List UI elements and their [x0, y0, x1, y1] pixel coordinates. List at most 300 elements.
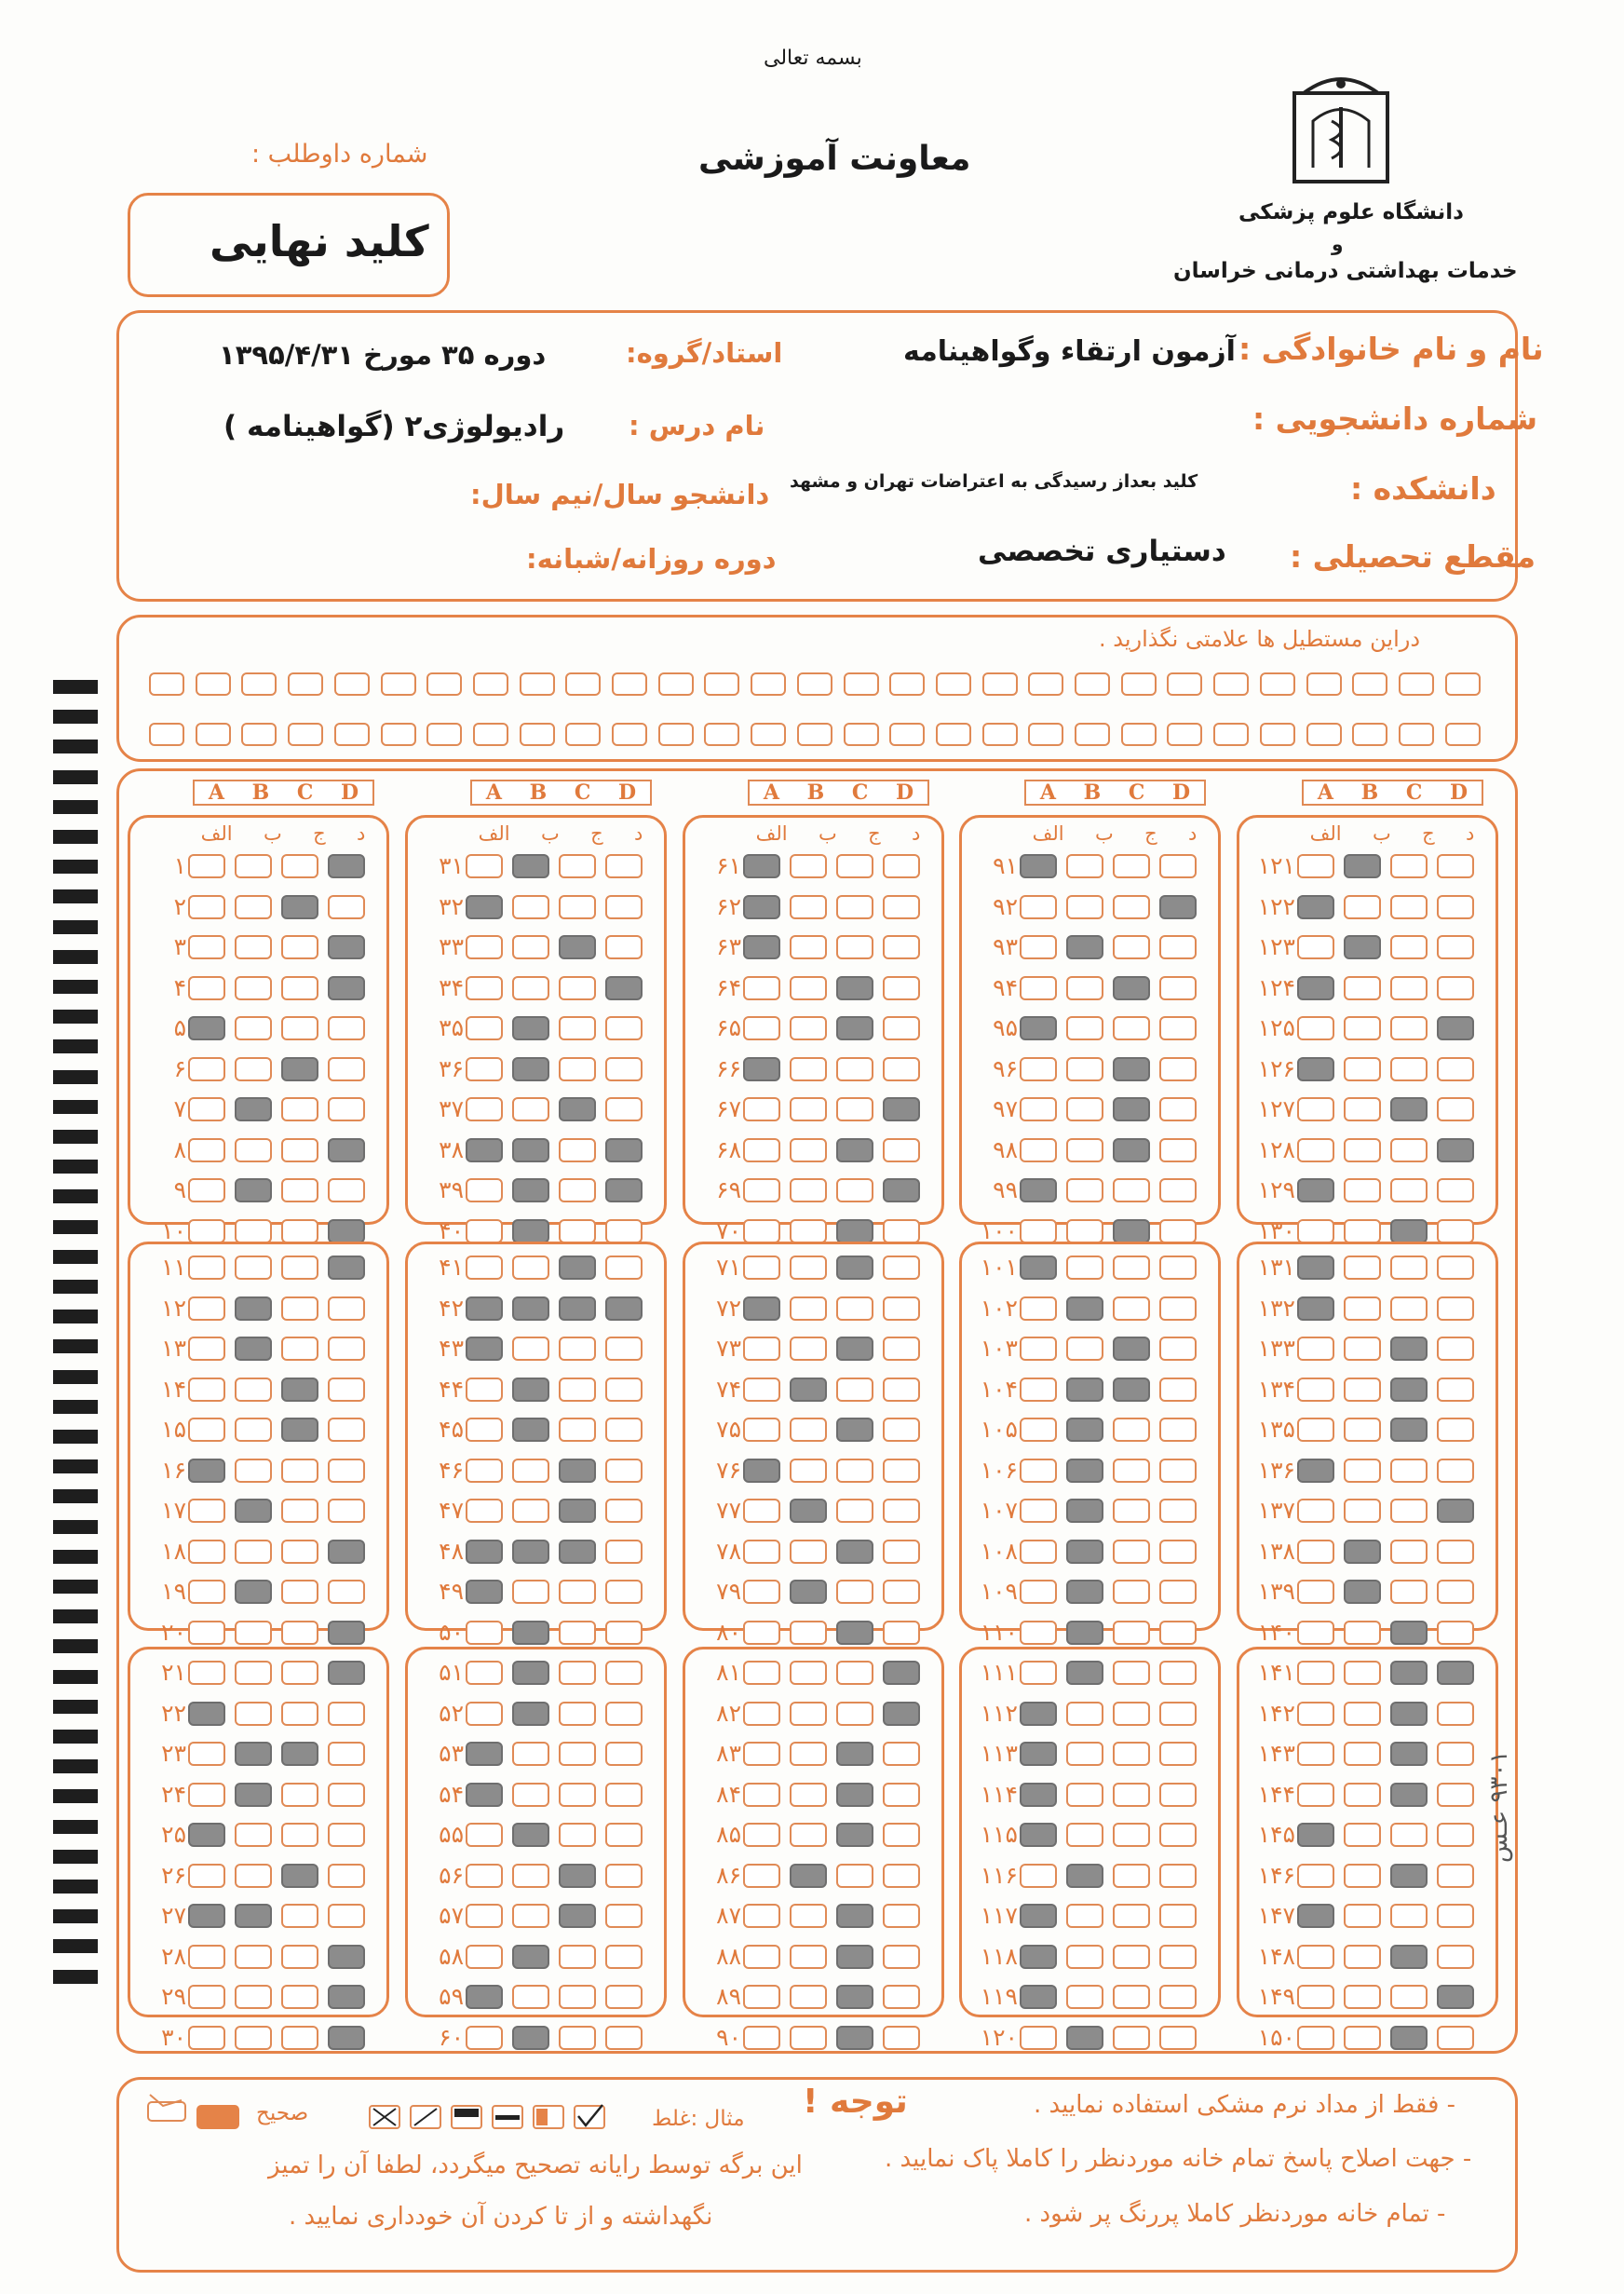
- answer-bubble-c[interactable]: [1113, 1057, 1150, 1081]
- answer-bubble-c[interactable]: [836, 1621, 873, 1645]
- answer-bubble-a[interactable]: [1297, 1823, 1334, 1847]
- answer-bubble-d[interactable]: [328, 1296, 365, 1321]
- answer-bubble-a[interactable]: [188, 1057, 225, 1081]
- answer-bubble-a[interactable]: [466, 1580, 503, 1604]
- answer-bubble-c[interactable]: [281, 1016, 318, 1040]
- answer-bubble-a[interactable]: [1020, 1418, 1057, 1442]
- answer-bubble-b[interactable]: [790, 1945, 827, 1969]
- answer-bubble-b[interactable]: [235, 1661, 272, 1685]
- answer-bubble-c[interactable]: [559, 1337, 596, 1361]
- answer-bubble-d[interactable]: [1437, 1621, 1474, 1645]
- answer-bubble-b[interactable]: [1066, 1097, 1103, 1121]
- answer-bubble-d[interactable]: [328, 1864, 365, 1888]
- answer-bubble-d[interactable]: [1159, 1097, 1197, 1121]
- answer-bubble-c[interactable]: [559, 1057, 596, 1081]
- answer-bubble-a[interactable]: [1297, 1138, 1334, 1162]
- answer-bubble-c[interactable]: [1390, 1823, 1428, 1847]
- answer-bubble-c[interactable]: [281, 935, 318, 959]
- answer-bubble-c[interactable]: [836, 1904, 873, 1928]
- answer-bubble-a[interactable]: [1020, 1256, 1057, 1280]
- answer-bubble-b[interactable]: [1344, 1337, 1381, 1361]
- answer-bubble-d[interactable]: [1159, 1702, 1197, 1726]
- answer-bubble-c[interactable]: [559, 935, 596, 959]
- answer-bubble-b[interactable]: [235, 1985, 272, 2009]
- answer-bubble-d[interactable]: [883, 1823, 920, 1847]
- answer-bubble-d[interactable]: [1159, 1418, 1197, 1442]
- answer-bubble-a[interactable]: [743, 1138, 780, 1162]
- answer-bubble-d[interactable]: [328, 1219, 365, 1243]
- answer-bubble-b[interactable]: [790, 1138, 827, 1162]
- answer-bubble-a[interactable]: [466, 1296, 503, 1321]
- answer-bubble-d[interactable]: [883, 976, 920, 1000]
- answer-bubble-a[interactable]: [466, 1783, 503, 1807]
- answer-bubble-b[interactable]: [512, 2026, 549, 2050]
- answer-bubble-a[interactable]: [743, 1540, 780, 1564]
- answer-bubble-d[interactable]: [883, 1742, 920, 1766]
- answer-bubble-a[interactable]: [1020, 1702, 1057, 1726]
- answer-bubble-d[interactable]: [883, 1783, 920, 1807]
- answer-bubble-a[interactable]: [188, 976, 225, 1000]
- answer-bubble-a[interactable]: [466, 1823, 503, 1847]
- answer-bubble-b[interactable]: [1344, 1378, 1381, 1402]
- answer-bubble-d[interactable]: [1437, 1864, 1474, 1888]
- answer-bubble-b[interactable]: [1344, 935, 1381, 959]
- answer-bubble-b[interactable]: [235, 1337, 272, 1361]
- answer-bubble-c[interactable]: [1113, 1138, 1150, 1162]
- answer-bubble-c[interactable]: [559, 895, 596, 919]
- answer-bubble-b[interactable]: [235, 1378, 272, 1402]
- answer-bubble-c[interactable]: [1390, 895, 1428, 919]
- answer-bubble-b[interactable]: [790, 1378, 827, 1402]
- answer-bubble-a[interactable]: [466, 1985, 503, 2009]
- answer-bubble-c[interactable]: [836, 1296, 873, 1321]
- answer-bubble-b[interactable]: [1066, 1378, 1103, 1402]
- answer-bubble-d[interactable]: [883, 1499, 920, 1523]
- answer-bubble-c[interactable]: [281, 854, 318, 878]
- answer-bubble-b[interactable]: [1344, 1783, 1381, 1807]
- answer-bubble-c[interactable]: [281, 1337, 318, 1361]
- answer-bubble-d[interactable]: [328, 1016, 365, 1040]
- answer-bubble-c[interactable]: [1390, 1499, 1428, 1523]
- answer-bubble-b[interactable]: [1066, 1459, 1103, 1483]
- answer-bubble-b[interactable]: [790, 1418, 827, 1442]
- answer-bubble-d[interactable]: [883, 935, 920, 959]
- answer-bubble-c[interactable]: [836, 1057, 873, 1081]
- answer-bubble-c[interactable]: [1113, 1219, 1150, 1243]
- answer-bubble-b[interactable]: [1066, 1178, 1103, 1202]
- answer-bubble-a[interactable]: [1297, 1540, 1334, 1564]
- answer-bubble-b[interactable]: [235, 1418, 272, 1442]
- answer-bubble-d[interactable]: [605, 1097, 643, 1121]
- answer-bubble-b[interactable]: [235, 1904, 272, 1928]
- answer-bubble-a[interactable]: [466, 1459, 503, 1483]
- answer-bubble-a[interactable]: [188, 1985, 225, 2009]
- answer-bubble-c[interactable]: [281, 1057, 318, 1081]
- answer-bubble-d[interactable]: [883, 1337, 920, 1361]
- answer-bubble-a[interactable]: [743, 1337, 780, 1361]
- answer-bubble-d[interactable]: [605, 1378, 643, 1402]
- answer-bubble-c[interactable]: [1113, 2026, 1150, 2050]
- answer-bubble-a[interactable]: [188, 1864, 225, 1888]
- answer-bubble-d[interactable]: [605, 1621, 643, 1645]
- answer-bubble-c[interactable]: [1113, 1661, 1150, 1685]
- answer-bubble-d[interactable]: [1159, 1459, 1197, 1483]
- answer-bubble-c[interactable]: [1390, 1783, 1428, 1807]
- answer-bubble-d[interactable]: [605, 1580, 643, 1604]
- answer-bubble-a[interactable]: [1020, 1985, 1057, 2009]
- answer-bubble-c[interactable]: [1390, 1138, 1428, 1162]
- answer-bubble-c[interactable]: [836, 1219, 873, 1243]
- answer-bubble-c[interactable]: [1390, 935, 1428, 959]
- answer-bubble-a[interactable]: [1297, 1499, 1334, 1523]
- answer-bubble-b[interactable]: [235, 1256, 272, 1280]
- answer-bubble-d[interactable]: [883, 1097, 920, 1121]
- answer-bubble-d[interactable]: [605, 935, 643, 959]
- answer-bubble-d[interactable]: [605, 1540, 643, 1564]
- answer-bubble-c[interactable]: [281, 1296, 318, 1321]
- answer-bubble-b[interactable]: [790, 1621, 827, 1645]
- answer-bubble-b[interactable]: [790, 1864, 827, 1888]
- answer-bubble-c[interactable]: [836, 895, 873, 919]
- answer-bubble-b[interactable]: [235, 1945, 272, 1969]
- answer-bubble-d[interactable]: [883, 1378, 920, 1402]
- answer-bubble-b[interactable]: [790, 1661, 827, 1685]
- answer-bubble-c[interactable]: [1113, 1256, 1150, 1280]
- answer-bubble-d[interactable]: [1437, 1661, 1474, 1685]
- answer-bubble-d[interactable]: [1437, 1178, 1474, 1202]
- answer-bubble-a[interactable]: [188, 1138, 225, 1162]
- answer-bubble-a[interactable]: [1020, 1823, 1057, 1847]
- answer-bubble-c[interactable]: [1113, 1097, 1150, 1121]
- answer-bubble-b[interactable]: [1344, 1057, 1381, 1081]
- answer-bubble-d[interactable]: [328, 1742, 365, 1766]
- answer-bubble-c[interactable]: [1113, 1985, 1150, 2009]
- answer-bubble-a[interactable]: [743, 1702, 780, 1726]
- answer-bubble-b[interactable]: [1066, 1661, 1103, 1685]
- answer-bubble-c[interactable]: [1113, 1580, 1150, 1604]
- answer-bubble-d[interactable]: [1437, 1296, 1474, 1321]
- answer-bubble-d[interactable]: [1437, 1016, 1474, 1040]
- answer-bubble-c[interactable]: [281, 1256, 318, 1280]
- answer-bubble-c[interactable]: [1390, 1540, 1428, 1564]
- answer-bubble-b[interactable]: [790, 1296, 827, 1321]
- answer-bubble-c[interactable]: [1113, 1621, 1150, 1645]
- answer-bubble-d[interactable]: [883, 1138, 920, 1162]
- answer-bubble-b[interactable]: [512, 1296, 549, 1321]
- answer-bubble-c[interactable]: [281, 1702, 318, 1726]
- answer-bubble-b[interactable]: [512, 1499, 549, 1523]
- answer-bubble-a[interactable]: [466, 1742, 503, 1766]
- answer-bubble-a[interactable]: [1020, 1580, 1057, 1604]
- answer-bubble-b[interactable]: [1344, 1016, 1381, 1040]
- answer-bubble-d[interactable]: [605, 1823, 643, 1847]
- answer-bubble-c[interactable]: [281, 2026, 318, 2050]
- answer-bubble-c[interactable]: [281, 1138, 318, 1162]
- answer-bubble-c[interactable]: [1390, 1945, 1428, 1969]
- answer-bubble-d[interactable]: [605, 1057, 643, 1081]
- answer-bubble-a[interactable]: [1297, 1378, 1334, 1402]
- answer-bubble-a[interactable]: [1020, 1378, 1057, 1402]
- answer-bubble-b[interactable]: [790, 1742, 827, 1766]
- answer-bubble-b[interactable]: [235, 1296, 272, 1321]
- answer-bubble-d[interactable]: [883, 1661, 920, 1685]
- answer-bubble-a[interactable]: [1297, 1057, 1334, 1081]
- answer-bubble-a[interactable]: [466, 976, 503, 1000]
- answer-bubble-d[interactable]: [1159, 1823, 1197, 1847]
- answer-bubble-d[interactable]: [328, 895, 365, 919]
- answer-bubble-b[interactable]: [1344, 1459, 1381, 1483]
- answer-bubble-d[interactable]: [883, 854, 920, 878]
- answer-bubble-a[interactable]: [1297, 1418, 1334, 1442]
- answer-bubble-b[interactable]: [512, 1864, 549, 1888]
- answer-bubble-d[interactable]: [1159, 1540, 1197, 1564]
- answer-bubble-d[interactable]: [883, 1621, 920, 1645]
- answer-bubble-a[interactable]: [1020, 1499, 1057, 1523]
- answer-bubble-c[interactable]: [836, 1097, 873, 1121]
- answer-bubble-b[interactable]: [235, 2026, 272, 2050]
- answer-bubble-c[interactable]: [559, 1621, 596, 1645]
- answer-bubble-d[interactable]: [605, 1742, 643, 1766]
- answer-bubble-a[interactable]: [466, 1378, 503, 1402]
- answer-bubble-a[interactable]: [1020, 1219, 1057, 1243]
- answer-bubble-b[interactable]: [512, 1742, 549, 1766]
- answer-bubble-c[interactable]: [281, 1783, 318, 1807]
- answer-bubble-b[interactable]: [1344, 1945, 1381, 1969]
- answer-bubble-c[interactable]: [1113, 1178, 1150, 1202]
- answer-bubble-a[interactable]: [1297, 1296, 1334, 1321]
- answer-bubble-a[interactable]: [743, 895, 780, 919]
- answer-bubble-a[interactable]: [188, 935, 225, 959]
- answer-bubble-c[interactable]: [836, 1378, 873, 1402]
- answer-bubble-d[interactable]: [605, 1138, 643, 1162]
- answer-bubble-c[interactable]: [559, 1580, 596, 1604]
- answer-bubble-d[interactable]: [1437, 2026, 1474, 2050]
- answer-bubble-d[interactable]: [1159, 1178, 1197, 1202]
- answer-bubble-d[interactable]: [1437, 1985, 1474, 2009]
- answer-bubble-c[interactable]: [1390, 1459, 1428, 1483]
- answer-bubble-b[interactable]: [512, 1823, 549, 1847]
- answer-bubble-a[interactable]: [466, 1138, 503, 1162]
- answer-bubble-d[interactable]: [605, 854, 643, 878]
- answer-bubble-a[interactable]: [1297, 1661, 1334, 1685]
- answer-bubble-c[interactable]: [836, 935, 873, 959]
- answer-bubble-b[interactable]: [1344, 2026, 1381, 2050]
- answer-bubble-b[interactable]: [512, 1337, 549, 1361]
- answer-bubble-b[interactable]: [1066, 895, 1103, 919]
- answer-bubble-a[interactable]: [466, 935, 503, 959]
- answer-bubble-d[interactable]: [883, 1864, 920, 1888]
- answer-bubble-b[interactable]: [1066, 1580, 1103, 1604]
- answer-bubble-a[interactable]: [188, 1580, 225, 1604]
- answer-bubble-d[interactable]: [883, 1540, 920, 1564]
- answer-bubble-c[interactable]: [559, 854, 596, 878]
- answer-bubble-a[interactable]: [1297, 2026, 1334, 2050]
- answer-bubble-c[interactable]: [836, 1702, 873, 1726]
- answer-bubble-c[interactable]: [1113, 935, 1150, 959]
- answer-bubble-c[interactable]: [1390, 1219, 1428, 1243]
- answer-bubble-d[interactable]: [605, 1864, 643, 1888]
- answer-bubble-d[interactable]: [883, 1904, 920, 1928]
- answer-bubble-a[interactable]: [743, 1864, 780, 1888]
- answer-bubble-a[interactable]: [1020, 935, 1057, 959]
- answer-bubble-c[interactable]: [836, 1742, 873, 1766]
- answer-bubble-b[interactable]: [790, 1702, 827, 1726]
- answer-bubble-c[interactable]: [1113, 1864, 1150, 1888]
- answer-bubble-d[interactable]: [1437, 1256, 1474, 1280]
- answer-bubble-c[interactable]: [559, 2026, 596, 2050]
- answer-bubble-b[interactable]: [235, 854, 272, 878]
- answer-bubble-b[interactable]: [790, 854, 827, 878]
- answer-bubble-b[interactable]: [1066, 1016, 1103, 1040]
- answer-bubble-d[interactable]: [328, 1256, 365, 1280]
- answer-bubble-a[interactable]: [1020, 1904, 1057, 1928]
- answer-bubble-d[interactable]: [605, 1499, 643, 1523]
- answer-bubble-d[interactable]: [605, 1459, 643, 1483]
- answer-bubble-b[interactable]: [1344, 1178, 1381, 1202]
- answer-bubble-b[interactable]: [790, 1016, 827, 1040]
- answer-bubble-a[interactable]: [466, 1661, 503, 1685]
- answer-bubble-b[interactable]: [512, 1178, 549, 1202]
- answer-bubble-d[interactable]: [1159, 1499, 1197, 1523]
- answer-bubble-c[interactable]: [1113, 854, 1150, 878]
- answer-bubble-d[interactable]: [605, 1418, 643, 1442]
- answer-bubble-d[interactable]: [1159, 1621, 1197, 1645]
- answer-bubble-a[interactable]: [188, 1337, 225, 1361]
- answer-bubble-d[interactable]: [328, 1097, 365, 1121]
- answer-bubble-b[interactable]: [790, 1256, 827, 1280]
- answer-bubble-d[interactable]: [1437, 1337, 1474, 1361]
- answer-bubble-d[interactable]: [1437, 1097, 1474, 1121]
- answer-bubble-b[interactable]: [235, 1823, 272, 1847]
- answer-bubble-d[interactable]: [605, 1219, 643, 1243]
- answer-bubble-d[interactable]: [605, 1296, 643, 1321]
- answer-bubble-a[interactable]: [1297, 854, 1334, 878]
- answer-bubble-c[interactable]: [1390, 1016, 1428, 1040]
- answer-bubble-c[interactable]: [836, 1337, 873, 1361]
- answer-bubble-c[interactable]: [559, 1904, 596, 1928]
- answer-bubble-d[interactable]: [1159, 1742, 1197, 1766]
- answer-bubble-b[interactable]: [790, 1097, 827, 1121]
- answer-bubble-c[interactable]: [1390, 854, 1428, 878]
- answer-bubble-b[interactable]: [1344, 1823, 1381, 1847]
- answer-bubble-a[interactable]: [1020, 1057, 1057, 1081]
- answer-bubble-d[interactable]: [1159, 935, 1197, 959]
- answer-bubble-b[interactable]: [1066, 1904, 1103, 1928]
- answer-bubble-c[interactable]: [1113, 1823, 1150, 1847]
- answer-bubble-c[interactable]: [559, 1499, 596, 1523]
- answer-bubble-d[interactable]: [328, 2026, 365, 2050]
- answer-bubble-c[interactable]: [1390, 1904, 1428, 1928]
- answer-bubble-b[interactable]: [512, 1418, 549, 1442]
- answer-bubble-c[interactable]: [281, 1661, 318, 1685]
- answer-bubble-a[interactable]: [188, 1540, 225, 1564]
- answer-bubble-a[interactable]: [188, 1418, 225, 1442]
- answer-bubble-c[interactable]: [1113, 1337, 1150, 1361]
- answer-bubble-a[interactable]: [188, 1823, 225, 1847]
- answer-bubble-a[interactable]: [1020, 1540, 1057, 1564]
- answer-bubble-b[interactable]: [1066, 1945, 1103, 1969]
- answer-bubble-a[interactable]: [1297, 1985, 1334, 2009]
- answer-bubble-d[interactable]: [1437, 1945, 1474, 1969]
- answer-bubble-b[interactable]: [790, 1823, 827, 1847]
- answer-bubble-c[interactable]: [1390, 1621, 1428, 1645]
- answer-bubble-a[interactable]: [1297, 935, 1334, 959]
- answer-bubble-d[interactable]: [883, 1256, 920, 1280]
- answer-bubble-c[interactable]: [836, 1580, 873, 1604]
- answer-bubble-c[interactable]: [836, 1178, 873, 1202]
- answer-bubble-d[interactable]: [1437, 1499, 1474, 1523]
- answer-bubble-b[interactable]: [1066, 1742, 1103, 1766]
- answer-bubble-b[interactable]: [1066, 1418, 1103, 1442]
- answer-bubble-b[interactable]: [512, 1661, 549, 1685]
- answer-bubble-a[interactable]: [743, 1742, 780, 1766]
- answer-bubble-d[interactable]: [883, 1057, 920, 1081]
- answer-bubble-b[interactable]: [235, 1499, 272, 1523]
- answer-bubble-a[interactable]: [1020, 1097, 1057, 1121]
- answer-bubble-b[interactable]: [1066, 1864, 1103, 1888]
- answer-bubble-a[interactable]: [188, 1016, 225, 1040]
- answer-bubble-a[interactable]: [1020, 1459, 1057, 1483]
- answer-bubble-c[interactable]: [281, 1178, 318, 1202]
- answer-bubble-a[interactable]: [1020, 1337, 1057, 1361]
- answer-bubble-c[interactable]: [281, 895, 318, 919]
- answer-bubble-a[interactable]: [743, 1904, 780, 1928]
- answer-bubble-a[interactable]: [743, 1256, 780, 1280]
- answer-bubble-b[interactable]: [790, 1057, 827, 1081]
- answer-bubble-c[interactable]: [1113, 1540, 1150, 1564]
- answer-bubble-c[interactable]: [559, 1945, 596, 1969]
- answer-bubble-c[interactable]: [559, 1985, 596, 2009]
- answer-bubble-a[interactable]: [743, 1985, 780, 2009]
- answer-bubble-b[interactable]: [1344, 1296, 1381, 1321]
- answer-bubble-a[interactable]: [188, 854, 225, 878]
- answer-bubble-a[interactable]: [466, 1016, 503, 1040]
- answer-bubble-a[interactable]: [188, 1702, 225, 1726]
- answer-bubble-d[interactable]: [328, 1783, 365, 1807]
- answer-bubble-b[interactable]: [512, 1985, 549, 2009]
- answer-bubble-c[interactable]: [1113, 1783, 1150, 1807]
- answer-bubble-d[interactable]: [605, 1337, 643, 1361]
- answer-bubble-c[interactable]: [1390, 1742, 1428, 1766]
- answer-bubble-a[interactable]: [188, 1945, 225, 1969]
- answer-bubble-c[interactable]: [836, 1823, 873, 1847]
- answer-bubble-c[interactable]: [836, 1661, 873, 1685]
- answer-bubble-b[interactable]: [1344, 1702, 1381, 1726]
- answer-bubble-d[interactable]: [328, 1580, 365, 1604]
- answer-bubble-a[interactable]: [466, 1702, 503, 1726]
- answer-bubble-a[interactable]: [743, 1378, 780, 1402]
- answer-bubble-b[interactable]: [790, 1499, 827, 1523]
- answer-bubble-a[interactable]: [466, 2026, 503, 2050]
- answer-bubble-b[interactable]: [1066, 1702, 1103, 1726]
- answer-bubble-a[interactable]: [1020, 854, 1057, 878]
- answer-bubble-d[interactable]: [1159, 1296, 1197, 1321]
- answer-bubble-c[interactable]: [559, 1742, 596, 1766]
- answer-bubble-c[interactable]: [559, 1864, 596, 1888]
- answer-bubble-c[interactable]: [836, 1016, 873, 1040]
- answer-bubble-a[interactable]: [1297, 1702, 1334, 1726]
- answer-bubble-d[interactable]: [883, 1016, 920, 1040]
- answer-bubble-d[interactable]: [1437, 1378, 1474, 1402]
- answer-bubble-b[interactable]: [235, 1621, 272, 1645]
- answer-bubble-b[interactable]: [512, 895, 549, 919]
- answer-bubble-c[interactable]: [1113, 1296, 1150, 1321]
- answer-bubble-a[interactable]: [743, 1945, 780, 1969]
- answer-bubble-c[interactable]: [1390, 1097, 1428, 1121]
- answer-bubble-c[interactable]: [281, 976, 318, 1000]
- answer-bubble-d[interactable]: [1437, 1823, 1474, 1847]
- answer-bubble-b[interactable]: [1344, 1097, 1381, 1121]
